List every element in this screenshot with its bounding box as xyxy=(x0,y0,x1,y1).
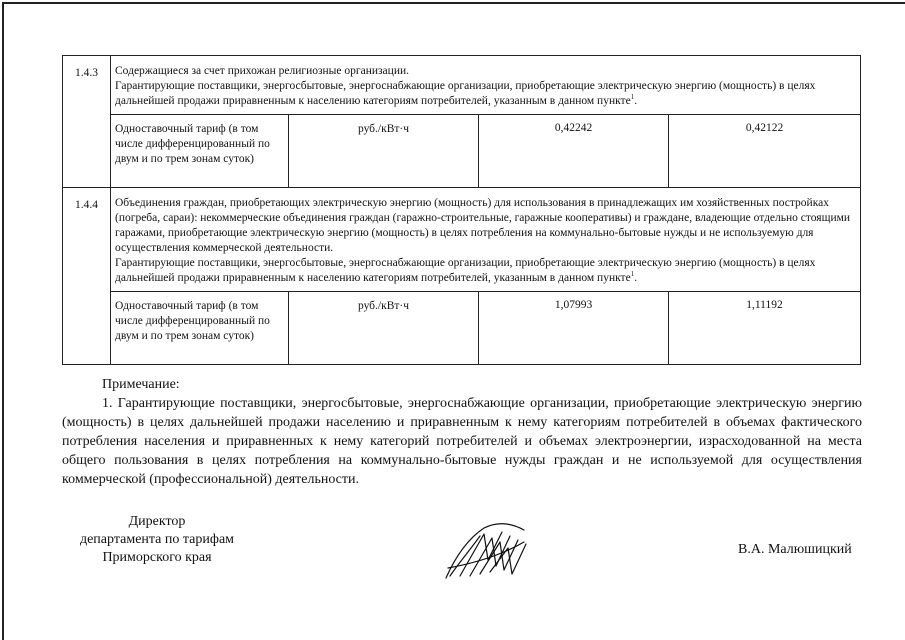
note-text: 1. Гарантирующие поставщики, энергосбытовые, энергоснабжающие организации, приобретающие электрическую энергию (мощность) в целях дальнейшей продажи населению и приравненным к нему категориям потребителей в объемах фактического потребления населения и приравненных к нему категорий потребителей и объемах электроэнергии, израсходованной на места общего пользования в целях потребления на коммунально-бытовые нужды граждан и не используемой для осуществления коммерческой (профессиональной) деятельности. xyxy=(62,396,862,487)
description-line: Гарантирующие поставщики, энергосбытовые, энергоснабжающие организации, приобретающие электрическую энергию (мощность) в целях дальнейшей продажи приравненным к населению категориям потребителей, указанным в данном пункте$^1$. xyxy=(115,257,816,284)
handwritten-signature xyxy=(440,520,530,580)
table-row xyxy=(63,115,861,188)
scan-edge-top xyxy=(2,2,905,4)
table-row xyxy=(63,292,861,365)
table-row xyxy=(63,188,861,292)
tariff-value-second-half: 0,42122 xyxy=(669,115,861,188)
tariff-value-second-half: 1,11192 xyxy=(669,292,861,365)
position-line: Директор xyxy=(128,514,186,529)
signatory-position xyxy=(62,513,252,567)
scan-edge-left xyxy=(2,2,4,640)
tariff-value-first-half: 0,42242 xyxy=(479,115,669,188)
tariff-label: Одноставочный тариф (в том числе дифференцированный по двум и по трем зонам суток) xyxy=(111,115,289,188)
note-section xyxy=(62,375,862,489)
description-line: Гарантирующие поставщики, энергосбытовые, энергоснабжающие организации, приобретающие электрическую энергию (мощность) в целях дальнейшей продажи приравненным к населению категориям потребителей, указанным в данном пункте$^1$. xyxy=(115,80,816,107)
tariff-unit: руб./кВт·ч xyxy=(289,292,479,365)
row-number: 1.4.4 xyxy=(63,188,111,365)
description-line: Объединения граждан, приобретающих электрическую энергию (мощность) для использования в принадлежащих им хозяйственных постройках (погреба, сараи): некоммерческие объединения граждан (гаражно-строительные, гаражные кооперативы) и граждане, владеющие отдельно стоящими гаражами, приобретающие электрическую энергию (мощность) в целях потребления на коммунально-бытовые нужды и не используемую для осуществления коммерческой деятельности. xyxy=(115,197,851,254)
tariff-label: Одноставочный тариф (в том числе дифференцированный по двум и по трем зонам суток) xyxy=(111,292,289,365)
tariff-unit: руб./кВт·ч xyxy=(289,115,479,188)
position-line: Приморского края xyxy=(102,550,212,565)
tariff-value-first-half: 1,07993 xyxy=(479,292,669,365)
tariff-table xyxy=(62,55,861,365)
footnote-marker: 1 xyxy=(630,270,635,279)
description-line: Содержащиеся за счет прихожан религиозные организации. xyxy=(115,65,409,77)
signatory-name: В.А. Малюшицкий xyxy=(738,542,852,557)
row-description xyxy=(111,56,861,115)
row-description xyxy=(111,188,861,292)
table-row xyxy=(63,56,861,115)
row-number: 1.4.3 xyxy=(63,56,111,188)
position-line: департамента по тарифам xyxy=(79,532,235,547)
note-title: Примечание: xyxy=(102,377,180,392)
footnote-marker: 1 xyxy=(630,93,635,102)
